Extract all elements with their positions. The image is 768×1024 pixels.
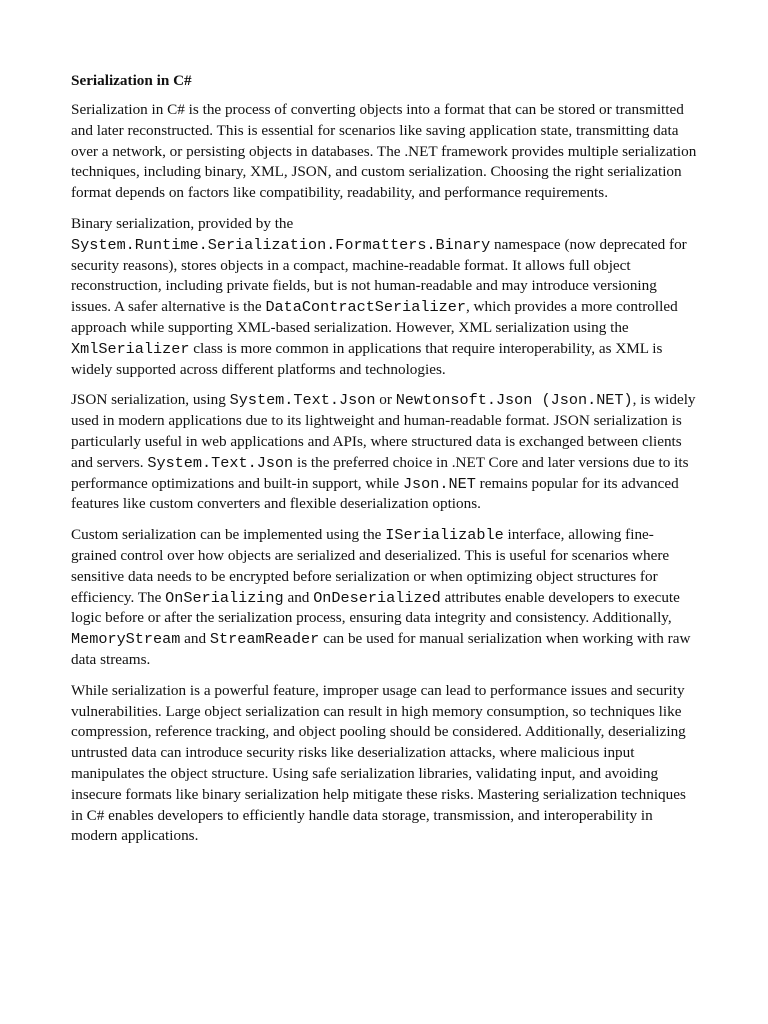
code-term: System.Text.Json bbox=[147, 453, 294, 472]
code-term: XmlSerializer bbox=[71, 339, 190, 358]
document-page bbox=[71, 70, 699, 857]
paragraph-text: remains popular for its advanced features like custom converters and flexible deserialization options. bbox=[71, 474, 679, 513]
paragraph-text: Serialization in C# is the process of converting objects into a format that can be stored or transmitted and later reconstructed. This is essential for scenarios like saving application state, transmitting data over a network, or persisting objects in databases. The .NET framework provides multiple serialization techniques, including binary, XML, JSON, and custom serialization. Choosing the right serialization format depends on factors like compatibility, readability, and performance requirements. bbox=[71, 101, 697, 202]
paragraph-json-serialization bbox=[71, 390, 699, 515]
paragraph-text: namespace (now deprecated for security reasons), stores objects in a compact, machine-readable format. It allows full object reconstruction, including private fields, but is not human-readable and may introduce versioning issues. A safer alternative is the bbox=[71, 235, 687, 316]
paragraph-text: JSON serialization, using bbox=[71, 391, 230, 409]
code-term: MemoryStream bbox=[71, 630, 181, 649]
code-term: Json.NET bbox=[402, 474, 476, 493]
paragraph-intro bbox=[71, 100, 699, 204]
paragraph-text: Binary serialization, provided by the bbox=[71, 214, 294, 232]
paragraph-text: Custom serialization can be implemented using the bbox=[71, 526, 386, 544]
paragraph-text: , is widely used in modern applications due to its lightweight and human-readable format. JSON serialization is particularly useful in web applications and APIs, where structured data is exchanged between clients and servers. bbox=[71, 391, 696, 471]
paragraph-text: attributes enable developers to execute logic before or after the serialization process, ensuring data integrity and consistency. Additionally, bbox=[71, 588, 680, 627]
paragraph-text: While serialization is a powerful feature, improper usage can lead to performance issues and security vulnerabilities. Large object serialization can result in high memory consumption, so techniques like compression, reference tracking, and object pooling should be considered. Additionally, deserializing untrusted data can introduce security risks like deserialization attacks, where malicious input manipulates the object structure. Using safe serialization libraries, validating input, and avoiding insecure formats like binary serialization help mitigate these risks. Mastering serialization techniques in C# enables developers to efficiently handle data storage, transmission, and interoperability in modern applications. bbox=[71, 681, 686, 845]
code-term: OnSerializing bbox=[165, 588, 284, 607]
paragraph-text: or bbox=[375, 391, 396, 409]
paragraph-conclusion bbox=[71, 681, 699, 847]
paragraph-text: is the preferred choice in .NET Core and later versions due to its performance optimizations and built-in support, while bbox=[71, 453, 689, 492]
paragraph-custom-serialization bbox=[71, 525, 699, 671]
code-term: System.Runtime.Serialization.Formatters.Binary bbox=[71, 235, 491, 254]
paragraph-text: and bbox=[180, 630, 210, 648]
code-term: ISerializable bbox=[385, 526, 504, 545]
paragraph-binary-serialization bbox=[71, 214, 699, 380]
paragraph-text: class is more common in applications that require interoperability, as XML is widely supported across different platforms and technologies. bbox=[71, 339, 663, 378]
document-title: Serialization in C# bbox=[71, 72, 192, 89]
code-term: Newtonsoft.Json (Json.NET) bbox=[395, 391, 633, 410]
code-term: OnDeserialized bbox=[313, 588, 441, 607]
code-term: System.Text.Json bbox=[229, 391, 376, 410]
code-term: DataContractSerializer bbox=[265, 298, 466, 317]
paragraph-text: and bbox=[283, 588, 314, 606]
paragraph-text: , which provides a more controlled approach while supporting XML-based serialization. However, XML serialization using the bbox=[71, 298, 678, 336]
paragraph-text: can be used for manual serialization when working with raw data streams. bbox=[71, 630, 691, 668]
paragraph-text: interface, allowing fine-grained control over how objects are serialized and deserialized. This is useful for scenarios where sensitive data needs to be encrypted before serialization or when optimizing object structures for efficiency. The bbox=[71, 526, 670, 606]
code-term: StreamReader bbox=[209, 630, 320, 649]
